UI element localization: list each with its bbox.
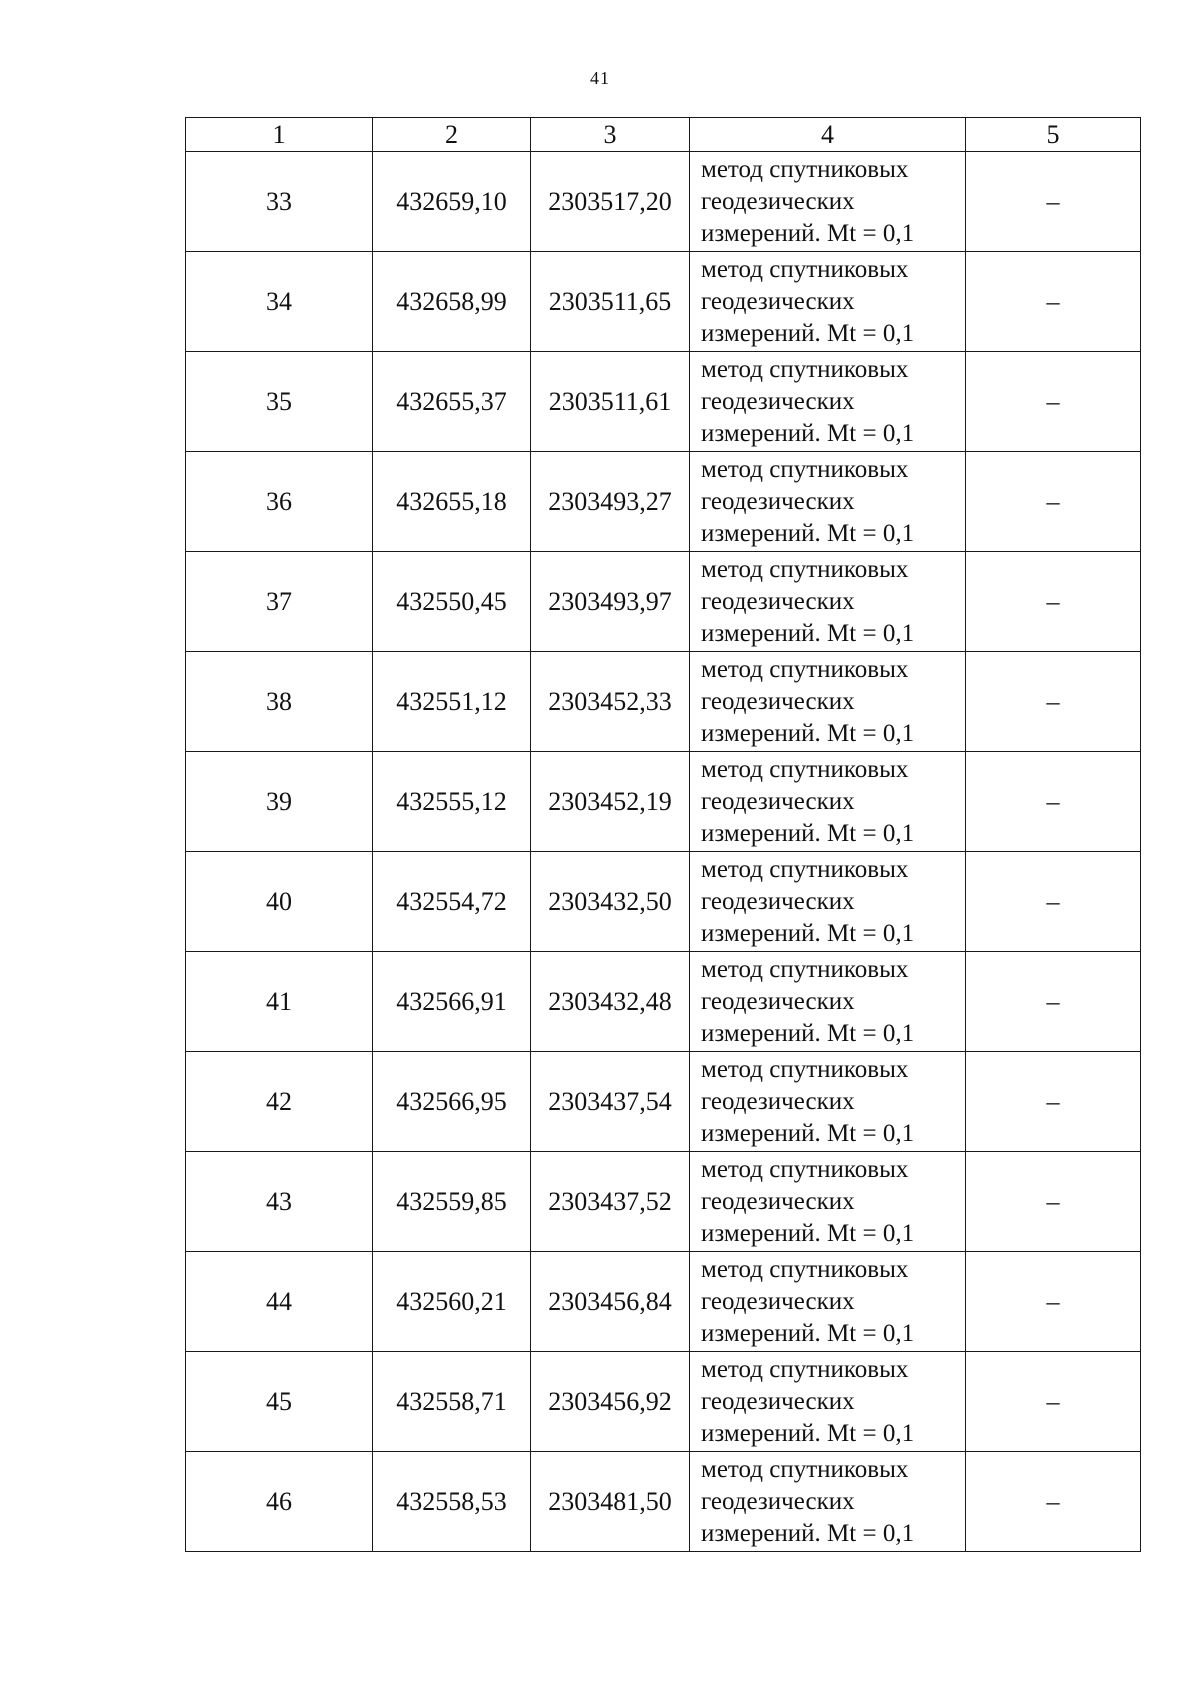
method-cell	[690, 1352, 966, 1452]
column-header-5: 5	[966, 118, 1141, 152]
method-line: геодезических	[701, 687, 855, 715]
y-coordinate-cell: 2303456,84	[531, 1252, 690, 1352]
method-cell	[690, 1052, 966, 1152]
y-coordinate-cell: 2303493,97	[531, 552, 690, 652]
column-header-2: 2	[373, 118, 531, 152]
method-line: метод спутниковых	[701, 355, 909, 383]
table-row	[186, 552, 1141, 652]
method-cell	[690, 952, 966, 1052]
x-coordinate-cell: 432550,45	[373, 552, 531, 652]
table-row	[186, 952, 1141, 1052]
method-cell	[690, 152, 966, 252]
x-coordinate-cell: 432559,85	[373, 1152, 531, 1252]
method-line: метод спутниковых	[701, 1055, 909, 1083]
table-row	[186, 152, 1141, 252]
method-line: геодезических	[701, 1287, 855, 1315]
method-line: геодезических	[701, 487, 855, 515]
note-cell: –	[966, 852, 1141, 952]
table-body	[186, 152, 1141, 1552]
y-coordinate-cell: 2303481,50	[531, 1452, 690, 1552]
x-coordinate-cell: 432558,53	[373, 1452, 531, 1552]
point-number-cell: 34	[186, 252, 373, 352]
y-coordinate-cell: 2303432,50	[531, 852, 690, 952]
note-cell: –	[966, 1152, 1141, 1252]
table-row	[186, 1452, 1141, 1552]
method-line: метод спутниковых	[701, 1355, 909, 1383]
note-cell: –	[966, 752, 1141, 852]
method-line: метод спутниковых	[701, 655, 909, 683]
x-coordinate-cell: 432551,12	[373, 652, 531, 752]
y-coordinate-cell: 2303493,27	[531, 452, 690, 552]
method-line: измерений. Mt = 0,1	[701, 419, 915, 447]
method-line: геодезических	[701, 287, 855, 315]
coordinates-table	[185, 117, 1141, 1552]
method-cell	[690, 1152, 966, 1252]
y-coordinate-cell: 2303452,33	[531, 652, 690, 752]
x-coordinate-cell: 432566,91	[373, 952, 531, 1052]
method-line: измерений. Mt = 0,1	[701, 1519, 915, 1547]
table-row	[186, 752, 1141, 852]
method-cell	[690, 852, 966, 952]
method-line: метод спутниковых	[701, 1155, 909, 1183]
method-cell	[690, 1252, 966, 1352]
x-coordinate-cell: 432566,95	[373, 1052, 531, 1152]
method-line: измерений. Mt = 0,1	[701, 819, 915, 847]
method-line: метод спутниковых	[701, 855, 909, 883]
method-line: измерений. Mt = 0,1	[701, 1219, 915, 1247]
column-header-1: 1	[186, 118, 373, 152]
note-cell: –	[966, 1452, 1141, 1552]
point-number-cell: 41	[186, 952, 373, 1052]
note-cell: –	[966, 1352, 1141, 1452]
method-line: измерений. Mt = 0,1	[701, 619, 915, 647]
method-cell	[690, 652, 966, 752]
method-cell	[690, 352, 966, 452]
table-row	[186, 1052, 1141, 1152]
method-line: метод спутниковых	[701, 155, 909, 183]
method-cell	[690, 752, 966, 852]
method-line: метод спутниковых	[701, 955, 909, 983]
note-cell: –	[966, 552, 1141, 652]
table-row	[186, 652, 1141, 752]
method-line: геодезических	[701, 387, 855, 415]
table-row	[186, 352, 1141, 452]
note-cell: –	[966, 452, 1141, 552]
y-coordinate-cell: 2303437,54	[531, 1052, 690, 1152]
method-line: геодезических	[701, 1487, 855, 1515]
note-cell: –	[966, 1252, 1141, 1352]
note-cell: –	[966, 652, 1141, 752]
y-coordinate-cell: 2303511,61	[531, 352, 690, 452]
table-row	[186, 1352, 1141, 1452]
method-line: измерений. Mt = 0,1	[701, 1119, 915, 1147]
y-coordinate-cell: 2303456,92	[531, 1352, 690, 1452]
table-row	[186, 1152, 1141, 1252]
point-number-cell: 44	[186, 1252, 373, 1352]
y-coordinate-cell: 2303452,19	[531, 752, 690, 852]
point-number-cell: 40	[186, 852, 373, 952]
method-line: метод спутниковых	[701, 1455, 909, 1483]
method-cell	[690, 552, 966, 652]
y-coordinate-cell: 2303517,20	[531, 152, 690, 252]
method-line: измерений. Mt = 0,1	[701, 1319, 915, 1347]
table-row	[186, 452, 1141, 552]
x-coordinate-cell: 432659,10	[373, 152, 531, 252]
column-header-3: 3	[531, 118, 690, 152]
table-row	[186, 852, 1141, 952]
method-line: геодезических	[701, 887, 855, 915]
x-coordinate-cell: 432558,71	[373, 1352, 531, 1452]
x-coordinate-cell: 432658,99	[373, 252, 531, 352]
method-line: метод спутниковых	[701, 255, 909, 283]
method-line: геодезических	[701, 1187, 855, 1215]
x-coordinate-cell: 432554,72	[373, 852, 531, 952]
method-line: геодезических	[701, 1387, 855, 1415]
x-coordinate-cell: 432655,37	[373, 352, 531, 452]
table-row	[186, 252, 1141, 352]
note-cell: –	[966, 352, 1141, 452]
method-line: геодезических	[701, 1087, 855, 1115]
point-number-cell: 43	[186, 1152, 373, 1252]
method-line: измерений. Mt = 0,1	[701, 719, 915, 747]
method-line: измерений. Mt = 0,1	[701, 1419, 915, 1447]
note-cell: –	[966, 152, 1141, 252]
method-line: измерений. Mt = 0,1	[701, 1019, 915, 1047]
method-line: геодезических	[701, 187, 855, 215]
point-number-cell: 33	[186, 152, 373, 252]
method-line: измерений. Mt = 0,1	[701, 219, 915, 247]
x-coordinate-cell: 432655,18	[373, 452, 531, 552]
point-number-cell: 46	[186, 1452, 373, 1552]
method-line: геодезических	[701, 587, 855, 615]
note-cell: –	[966, 952, 1141, 1052]
point-number-cell: 36	[186, 452, 373, 552]
method-line: метод спутниковых	[701, 555, 909, 583]
point-number-cell: 35	[186, 352, 373, 452]
method-line: метод спутниковых	[701, 455, 909, 483]
method-line: геодезических	[701, 787, 855, 815]
method-line: измерений. Mt = 0,1	[701, 319, 915, 347]
point-number-cell: 42	[186, 1052, 373, 1152]
y-coordinate-cell: 2303511,65	[531, 252, 690, 352]
method-line: геодезических	[701, 987, 855, 1015]
page-number: 41	[590, 68, 610, 88]
table-row	[186, 1252, 1141, 1352]
point-number-cell: 37	[186, 552, 373, 652]
x-coordinate-cell: 432560,21	[373, 1252, 531, 1352]
y-coordinate-cell: 2303432,48	[531, 952, 690, 1052]
method-line: измерений. Mt = 0,1	[701, 519, 915, 547]
method-line: метод спутниковых	[701, 755, 909, 783]
column-header-4: 4	[690, 118, 966, 152]
y-coordinate-cell: 2303437,52	[531, 1152, 690, 1252]
point-number-cell: 38	[186, 652, 373, 752]
x-coordinate-cell: 432555,12	[373, 752, 531, 852]
method-line: измерений. Mt = 0,1	[701, 919, 915, 947]
note-cell: –	[966, 1052, 1141, 1152]
method-cell	[690, 252, 966, 352]
point-number-cell: 45	[186, 1352, 373, 1452]
table-header-row	[186, 118, 1141, 152]
method-cell	[690, 452, 966, 552]
point-number-cell: 39	[186, 752, 373, 852]
note-cell: –	[966, 252, 1141, 352]
method-cell	[690, 1452, 966, 1552]
method-line: метод спутниковых	[701, 1255, 909, 1283]
